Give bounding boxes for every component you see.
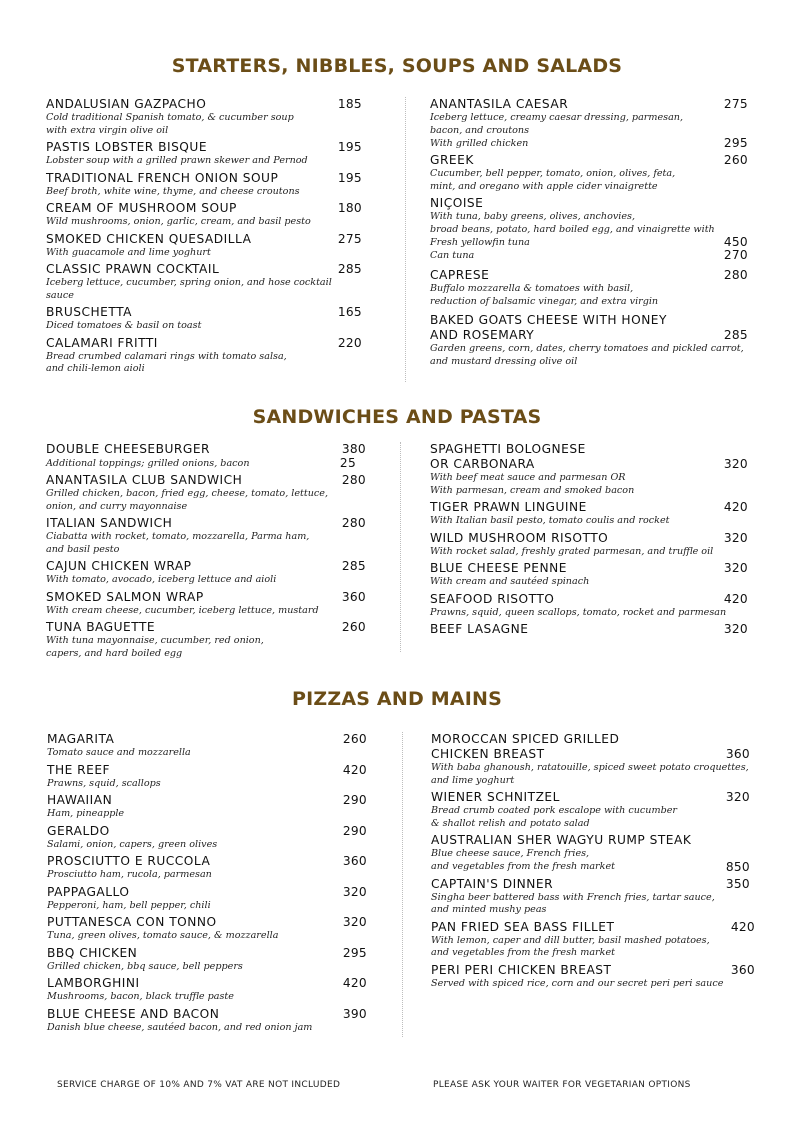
item-header [46, 620, 366, 635]
item-price: 320 [723, 561, 748, 575]
item-name: BRUSCHETTA [46, 305, 132, 319]
item-name: CLASSIC PRAWN COCKTAIL [46, 262, 220, 276]
item-name: TUNA BAGUETTE [46, 620, 156, 634]
item-price: 420 [723, 500, 748, 514]
item-description: Prosciutto ham, rucola, parmesan [47, 869, 212, 880]
column-divider [402, 732, 403, 1037]
item-description: Buffalo mozzarella & tomatoes with basil, [430, 283, 634, 294]
menu-item-cheeseburger [46, 442, 366, 470]
item-header [46, 201, 362, 216]
item-description: Cucumber, bell pepper, tomato, onion, olives, feta, [430, 168, 676, 179]
item-name: MOROCCAN SPICED GRILLED [431, 732, 620, 746]
item-header [46, 262, 362, 277]
item-header [46, 473, 366, 488]
item-description: mint, and oregano with apple cider vinaigrette [430, 180, 658, 192]
item-name: PAPPAGALLO [47, 884, 130, 899]
item-option-price: 270 [723, 248, 748, 262]
item-description: Grilled chicken, bbq sauce, bell peppers [47, 960, 243, 972]
item-name: PAN FRIED SEA BASS FILLET [431, 919, 615, 934]
item-price: 420 [342, 762, 367, 777]
item-description: with extra virgin olive oil [46, 124, 169, 136]
item-description: Wild mushrooms, onion, garlic, cream, and basil pesto [46, 216, 311, 227]
item-price: 275 [337, 231, 362, 246]
item-name: ANANTASILA CAESAR [430, 97, 569, 111]
item-price: 165 [337, 305, 362, 319]
item-description: bacon, and croutons [430, 124, 530, 136]
starters-right-column [430, 97, 748, 371]
item-price: 220 [337, 335, 362, 350]
item-description: Diced tomatoes & basil on toast [46, 320, 202, 331]
item-header [46, 336, 362, 351]
item-header [46, 232, 362, 247]
section-title-starters: STARTERS, NIBBLES, SOUPS AND SALADS [171, 55, 623, 77]
item-name: BEEF LASAGNE [430, 622, 529, 636]
item-price: 320 [342, 915, 367, 929]
item-price: 420 [342, 976, 367, 990]
item-price: 280 [341, 473, 366, 487]
item-description: Bread crumbed calamari rings with tomato salsa, [46, 350, 287, 362]
item-price: 420 [730, 919, 755, 934]
item-description: broad beans, potato, hard boiled egg, and vinaigrette with [430, 223, 715, 235]
item-price: 195 [337, 170, 362, 185]
item-price: 320 [723, 530, 748, 545]
item-name: AND ROSEMARY [430, 328, 535, 342]
item-header [430, 561, 748, 576]
pizzas-right-column [431, 732, 755, 993]
item-price: 320 [725, 790, 750, 804]
menu-item [47, 915, 367, 943]
item-header [47, 1007, 367, 1022]
menu-item [46, 620, 366, 660]
menu-item [47, 885, 367, 913]
item-description: & shallot relish and potato salad [431, 817, 590, 829]
item-price: 420 [723, 591, 748, 606]
item-header [46, 97, 362, 112]
item-price: 195 [337, 140, 362, 154]
item-name: HAWAIIAN [47, 793, 113, 807]
item-description: With lemon, caper and dill butter, basil mashed potatoes, [431, 934, 710, 946]
item-description: Cold traditional Spanish tomato, & cucumber soup [46, 112, 294, 123]
item-name: PERI PERI CHICKEN BREAST [431, 962, 612, 977]
item-header [47, 824, 367, 839]
menu-item-spaghetti [430, 442, 748, 497]
menu-item [430, 500, 748, 528]
item-description: Beef broth, white wine, thyme, and cheese croutons [46, 185, 300, 197]
pizzas-left-column [47, 732, 367, 1037]
menu-item-caesar [430, 97, 748, 150]
menu-item [47, 976, 367, 1004]
item-price: 850 [725, 859, 750, 874]
item-price: 280 [723, 268, 748, 282]
item-price: 360 [730, 962, 755, 977]
item-name: BAKED GOATS CHEESE WITH HONEY [430, 313, 667, 327]
item-description: Served with spiced rice, corn and our secret peri peri sauce [431, 977, 724, 989]
item-description: capers, and hard boiled egg [46, 647, 183, 659]
menu-item [46, 305, 362, 333]
item-price: 285 [341, 559, 366, 573]
item-name: SMOKED CHICKEN QUESADILLA [46, 231, 252, 246]
item-description: Prawns, squid, scallops [47, 777, 161, 789]
item-price: 320 [723, 622, 748, 636]
item-price: 275 [723, 97, 748, 111]
item-header [430, 531, 748, 546]
item-description: With tuna mayonnaise, cucumber, red onion, [46, 635, 264, 646]
footer-vegetarian-note: PLEASE ASK YOUR WAITER FOR VEGETARIAN OPTIONS [433, 1080, 691, 1090]
item-price: 320 [723, 457, 748, 471]
item-name: SEAFOOD RISOTTO [430, 591, 555, 606]
item-option-label: Can tuna [430, 249, 475, 261]
menu-item [46, 336, 362, 376]
item-description: Lobster soup with a grilled prawn skewer and Pernod [46, 155, 308, 166]
item-price: 350 [725, 876, 750, 891]
item-description: With cream cheese, cucumber, iceberg lettuce, mustard [46, 604, 319, 616]
item-description: With guacamole and lime yoghurt [46, 246, 211, 258]
item-header [47, 763, 367, 778]
item-name: ANANTASILA CLUB SANDWICH [46, 473, 243, 487]
section-title-pizzas: PIZZAS AND MAINS [291, 688, 502, 710]
item-name: ANDALUSIAN GAZPACHO [46, 97, 207, 111]
item-price: 390 [342, 1006, 367, 1021]
item-description: and minted mushy peas [431, 904, 547, 915]
item-description: and vegetables from the fresh market [431, 947, 615, 958]
item-price: 290 [342, 823, 367, 838]
menu-item-goats-cheese [430, 313, 748, 368]
sandwiches-right-column [430, 442, 748, 640]
item-name: CAPTAIN'S DINNER [431, 876, 554, 891]
item-header [46, 140, 362, 155]
sandwiches-left-column [46, 442, 366, 663]
menu-item [46, 201, 362, 229]
item-price: 320 [342, 884, 367, 899]
menu-item-nicoise [430, 196, 748, 262]
item-description: Bread crumb coated pork escalope with cucumber [431, 805, 677, 816]
item-description: With tomato, avocado, iceberg lettuce and aioli [46, 574, 277, 585]
menu-item [47, 1007, 367, 1035]
item-header [46, 516, 366, 531]
menu-item [47, 824, 367, 852]
item-description: With rocket salad, freshly grated parmesan, and truffle oil [430, 545, 714, 557]
item-name: CALAMARI FRITTI [46, 335, 158, 350]
item-description: reduction of balsamic vinegar, and extra virgin [430, 295, 659, 307]
item-header [47, 946, 367, 961]
item-description: With tuna, baby greens, olives, anchovies, [430, 211, 636, 222]
item-name: LAMBORGHINI [47, 976, 140, 990]
item-price: 380 [341, 442, 366, 456]
item-name: DOUBLE CHEESEBURGER [46, 442, 210, 456]
item-name: CAPRESE [430, 268, 490, 282]
item-name: WILD MUSHROOM RISOTTO [430, 530, 609, 545]
item-name: AUSTRALIAN SHER WAGYU RUMP STEAK [431, 833, 692, 847]
footer-service-charge-note: SERVICE CHARGE OF 10% AND 7% VAT ARE NOT INCLUDED [57, 1080, 341, 1090]
item-description: and lime yoghurt [431, 774, 515, 786]
item-description: Ham, pineapple [47, 808, 125, 819]
starters-left-column [46, 97, 362, 379]
item-description: and basil pesto [46, 543, 120, 555]
menu-item-greek [430, 153, 748, 193]
item-name: BBQ CHICKEN [47, 945, 138, 960]
menu-item [430, 561, 748, 589]
menu-item [46, 262, 362, 302]
item-description: and chili-lemon aioli [46, 363, 145, 374]
item-option-price: 25 [339, 456, 356, 470]
item-name: CREAM OF MUSHROOM SOUP [46, 201, 237, 215]
menu-item [46, 140, 362, 168]
menu-item [47, 854, 367, 882]
item-name: CHICKEN BREAST [431, 747, 545, 761]
item-description: Iceberg lettuce, creamy caesar dressing, parmesan, [430, 112, 684, 123]
menu-item [46, 97, 362, 137]
column-divider [400, 442, 401, 652]
item-price: 360 [342, 854, 367, 868]
item-description: Garden greens, corn, dates, cherry tomatoes and pickled carrot, [430, 343, 744, 354]
item-description: Mushrooms, bacon, black truffle paste [47, 991, 234, 1002]
menu-item [430, 622, 748, 637]
item-name: GREEK [430, 153, 474, 167]
item-option-label: Fresh yellowfin tuna [430, 236, 530, 248]
item-price: 260 [723, 153, 748, 167]
item-price: 260 [342, 732, 367, 746]
item-header [430, 500, 748, 515]
item-description: Iceberg lettuce, cucumber, spring onion, and hose cocktail sauce [46, 277, 332, 301]
item-header [47, 854, 367, 869]
item-price: 185 [337, 97, 362, 111]
section-title-sandwiches: SANDWICHES AND PASTAS [252, 406, 542, 428]
menu-item [47, 793, 367, 821]
item-name: TIGER PRAWN LINGUINE [430, 500, 587, 514]
item-description: Tuna, green olives, tomato sauce, & mozzarella [47, 930, 279, 941]
item-name: SMOKED SALMON WRAP [46, 589, 204, 604]
menu-item [46, 590, 366, 618]
item-name: ITALIAN SANDWICH [46, 516, 173, 530]
item-description: With Italian basil pesto, tomato coulis and rocket [430, 515, 670, 526]
item-description: With cream and sautéed spinach [430, 576, 590, 587]
item-option-label: With grilled chicken [430, 137, 529, 149]
item-name: THE REEF [47, 762, 111, 777]
menu-item [46, 171, 362, 199]
menu-item-captains-dinner [431, 877, 755, 917]
item-header [46, 590, 366, 605]
menu-item-sea-bass [431, 920, 755, 960]
item-header [46, 559, 366, 574]
menu-item [47, 946, 367, 974]
item-description: Ciabatta with rocket, tomato, mozzarella, Parma ham, [46, 531, 310, 542]
item-description: and vegetables from the fresh market [431, 861, 615, 872]
item-name: PROSCIUTTO E RUCCOLA [47, 854, 211, 868]
item-name: TRADITIONAL FRENCH ONION SOUP [46, 170, 279, 185]
item-description: Additional toppings; grilled onions, bacon [46, 457, 250, 469]
menu-item [46, 232, 362, 260]
menu-item-peri-peri [431, 963, 755, 991]
item-header [47, 793, 367, 808]
item-description: and mustard dressing olive oil [430, 355, 578, 367]
item-name: BLUE CHEESE PENNE [430, 561, 567, 575]
item-option-price: 295 [723, 136, 748, 150]
item-description: Salami, onion, capers, green olives [47, 838, 218, 850]
menu-item-schnitzel [431, 790, 755, 830]
item-description: Prawns, squid, queen scallops, tomato, rocket and parmesan [430, 606, 727, 618]
item-header [430, 592, 748, 607]
menu-item [430, 592, 748, 620]
item-price: 285 [723, 328, 748, 342]
item-description: Blue cheese sauce, French fries, [431, 848, 590, 859]
item-header [46, 171, 362, 186]
item-header [47, 976, 367, 991]
item-price: 360 [341, 589, 366, 604]
item-header [47, 732, 367, 747]
item-description: With baba ghanoush, ratatouille, spiced sweet potato croquettes, [431, 762, 749, 773]
item-price: 280 [341, 516, 366, 530]
item-name: GERALDO [47, 823, 110, 838]
item-name: SPAGHETTI BOLOGNESE [430, 442, 586, 456]
item-description: Danish blue cheese, sautéed bacon, and red onion jam [47, 1021, 313, 1033]
item-description: With beef meat sauce and parmesan OR [430, 472, 626, 483]
item-description: onion, and curry mayonnaise [46, 500, 188, 512]
menu-item [46, 559, 366, 587]
item-name: PASTIS LOBSTER BISQUE [46, 140, 208, 154]
menu-item-moroccan-chicken [431, 732, 755, 787]
item-description: Singha beer battered bass with French fries, tartar sauce, [431, 891, 715, 903]
item-description: Tomato sauce and mozzarella [47, 747, 191, 758]
item-name: PUTTANESCA CON TONNO [47, 915, 217, 929]
item-name: MAGARITA [47, 732, 115, 746]
item-price: 180 [337, 201, 362, 215]
item-price: 360 [725, 747, 750, 761]
item-name: OR CARBONARA [430, 457, 535, 471]
menu-item-caprese [430, 268, 748, 308]
item-option-price: 450 [723, 235, 748, 249]
item-price: 260 [341, 620, 366, 634]
menu-item [47, 732, 367, 760]
item-name: NIÇOISE [430, 196, 484, 210]
item-price: 295 [342, 945, 367, 960]
item-description: Grilled chicken, bacon, fried egg, cheese, tomato, lettuce, [46, 488, 329, 499]
item-name: BLUE CHEESE AND BACON [47, 1006, 220, 1021]
item-description: With parmesan, cream and smoked bacon [430, 484, 635, 496]
menu-item [47, 763, 367, 791]
item-price: 285 [337, 262, 362, 276]
item-header [430, 622, 748, 637]
item-name: WIENER SCHNITZEL [431, 790, 560, 804]
item-name: CAJUN CHICKEN WRAP [46, 559, 192, 573]
menu-item [46, 516, 366, 556]
menu-item [46, 473, 366, 513]
item-price: 290 [342, 793, 367, 807]
item-header [47, 915, 367, 930]
menu-item-wagyu [431, 833, 755, 874]
item-header [46, 305, 362, 320]
menu-item [430, 531, 748, 559]
column-divider [405, 97, 406, 382]
item-header [47, 885, 367, 900]
item-description: Pepperoni, ham, bell pepper, chili [47, 899, 211, 911]
